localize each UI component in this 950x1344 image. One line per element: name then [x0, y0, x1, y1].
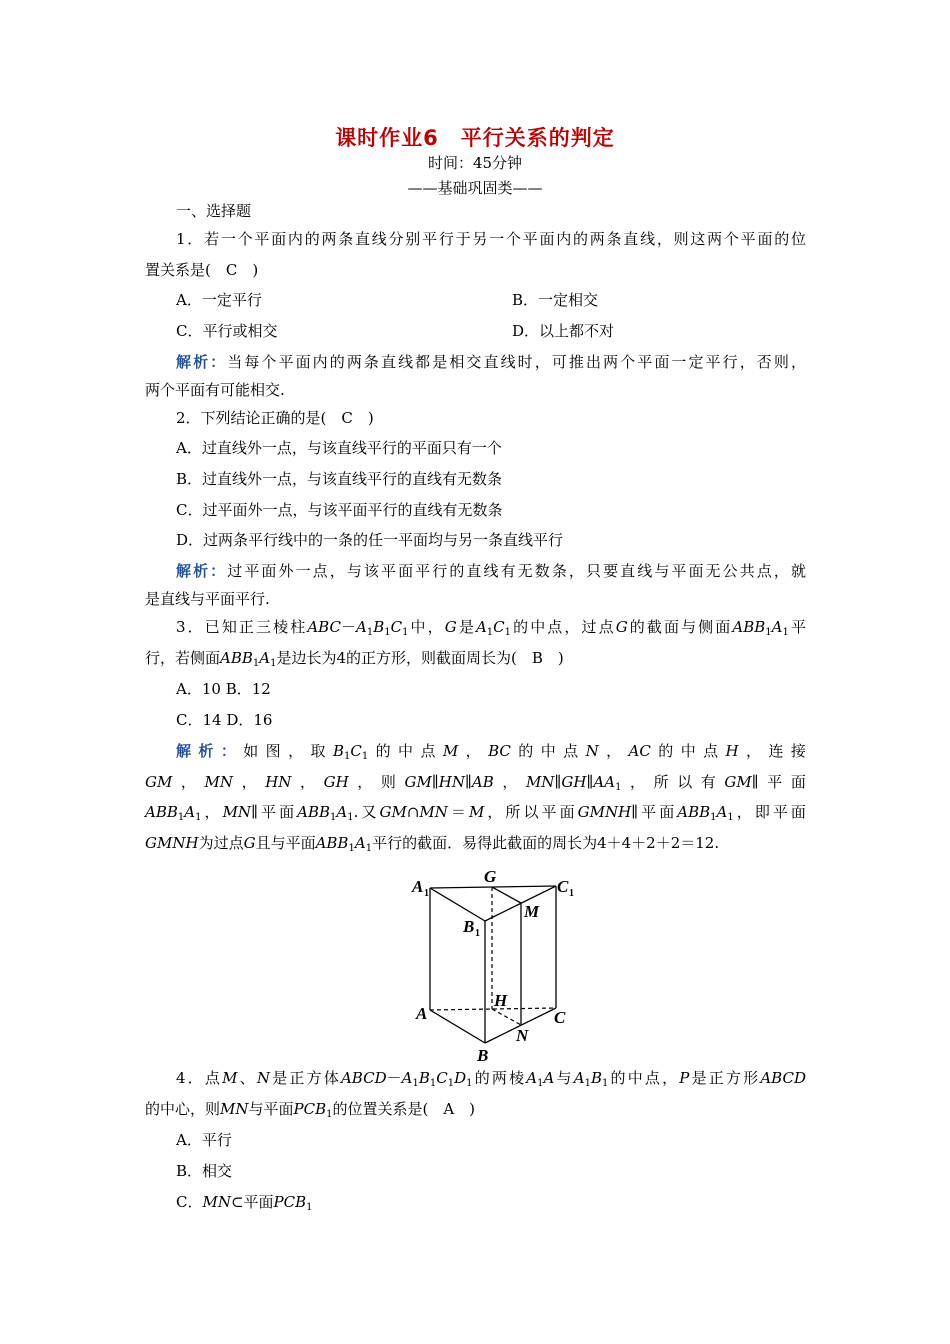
edge-a1b1	[430, 888, 485, 921]
q4-stem-line1: 4．点M、N是正方体$ABCD-A_1B_1C_1D_1$的两棱$A_1A$与$A_1B_1$的中点，P是正方形ABCD	[176, 1069, 806, 1089]
label-c: C	[554, 1008, 566, 1027]
label-a1-sub: 1	[424, 888, 429, 899]
label-m: M	[524, 902, 540, 921]
section-heading: 一、选择题	[176, 202, 252, 220]
label-c1-sub: 1	[569, 888, 574, 899]
category-heading: ——基础巩固类——	[407, 179, 543, 197]
label-b1-sub: 1	[475, 928, 480, 939]
edge-gm	[492, 887, 521, 903]
time-limit: 时间：45分钟	[427, 154, 523, 172]
q3-analysis-line3: $ABB_1A_1$，MN∥平面$ABB_1A_1$.又GM∩MN＝M，所以平面GMNH∥平面$ABB_1A_1$，即平面	[145, 803, 806, 823]
label-h: H	[494, 991, 508, 1010]
edge-hn-hidden	[492, 1009, 521, 1025]
q2-option-c: C．过平面外一点，与该平面平行的直线有无数条	[176, 501, 503, 519]
q1-option-c: C．平行或相交	[176, 322, 278, 340]
label-g: G	[484, 867, 497, 886]
q4-stem-line2: 的中心，则MN与平面$PCB_1$的位置关系是( A )	[145, 1100, 476, 1120]
analysis-label: 解析：	[176, 742, 244, 760]
q3-stem-line1: 3．已知正三棱柱$ABC-A_1B_1C_1$中，G是$A_1C_1$的中点，过点G的截面与侧面$ABB_1A_1$平	[176, 618, 806, 638]
q3-options-ab: A．10 B．12	[176, 680, 271, 698]
q2-stem: 2．下列结论正确的是( C )	[176, 409, 374, 427]
q1-stem-line2: 置关系是( C )	[145, 261, 259, 279]
q2-option-a: A．过直线外一点，与该直线平行的平面只有一个	[176, 439, 502, 457]
label-a1: A	[412, 877, 424, 896]
q3-options-cd: C．14 D．16	[176, 711, 273, 729]
label-c1: C	[557, 877, 569, 896]
q1-option-b: B．一定相交	[512, 291, 599, 309]
q1-option-d: D．以上都不对	[512, 322, 615, 340]
q1-analysis-line2: 两个平面有可能相交.	[145, 381, 285, 399]
q4-option-b: B．相交	[176, 1162, 233, 1180]
q3-stem-line2: 行，若侧面$ABB_1A_1$是边长为4的正方形，则截面周长为( B )	[145, 649, 564, 669]
page-title: 课时作业6 平行关系的判定	[335, 126, 615, 150]
q1-stem-line1: 1．若一个平面内的两条直线分别平行于另一个平面内的两条直线，则这两个平面的位	[176, 230, 806, 248]
q2-analysis-line2: 是直线与平面平行.	[145, 590, 270, 608]
q3-analysis-line2: GM，MN，HN，GH，则GM∥HN∥AB，$MN\parallel GH\parallel AA_1$，所以有GM∥平面	[145, 773, 806, 793]
analysis-label: 解析：	[176, 353, 228, 371]
label-n: N	[516, 1026, 529, 1045]
q1-option-a: A．一定平行	[176, 291, 262, 309]
label-a: A	[416, 1004, 428, 1023]
edge-ab	[430, 1010, 485, 1043]
analysis-label: 解析：	[176, 562, 228, 580]
q3-analysis-line4: GMNH为过点G且与平面$ABB_1A_1$平行的截面．易得此截面的周长为4＋4＋2＋2＝12.	[145, 834, 720, 854]
q4-option-a: A．平行	[176, 1131, 232, 1149]
q2-option-b: B．过直线外一点，与该直线平行的直线有无数条	[176, 470, 503, 488]
prism-figure	[400, 862, 590, 1072]
q2-analysis-line1: 解析：过平面外一点，与该平面平行的直线有无数条，只要直线与平面无公共点，就	[176, 562, 806, 580]
q1-analysis-line1: 解析：当每个平面内的两条直线都是相交直线时，可推出两个平面一定平行，否则，	[176, 353, 806, 371]
q4-option-c: C．MN⊂平面$PCB_1$	[176, 1193, 313, 1213]
label-b: B	[477, 1046, 489, 1065]
q2-option-d: D．过两条平行线中的一条的任一平面均与另一条直线平行	[176, 531, 564, 549]
q3-analysis-line1: 解析：如图，取$B_1C_1$的中点M，BC的中点N，AC的中点H，连接	[176, 742, 806, 762]
label-b1: B	[463, 917, 475, 936]
